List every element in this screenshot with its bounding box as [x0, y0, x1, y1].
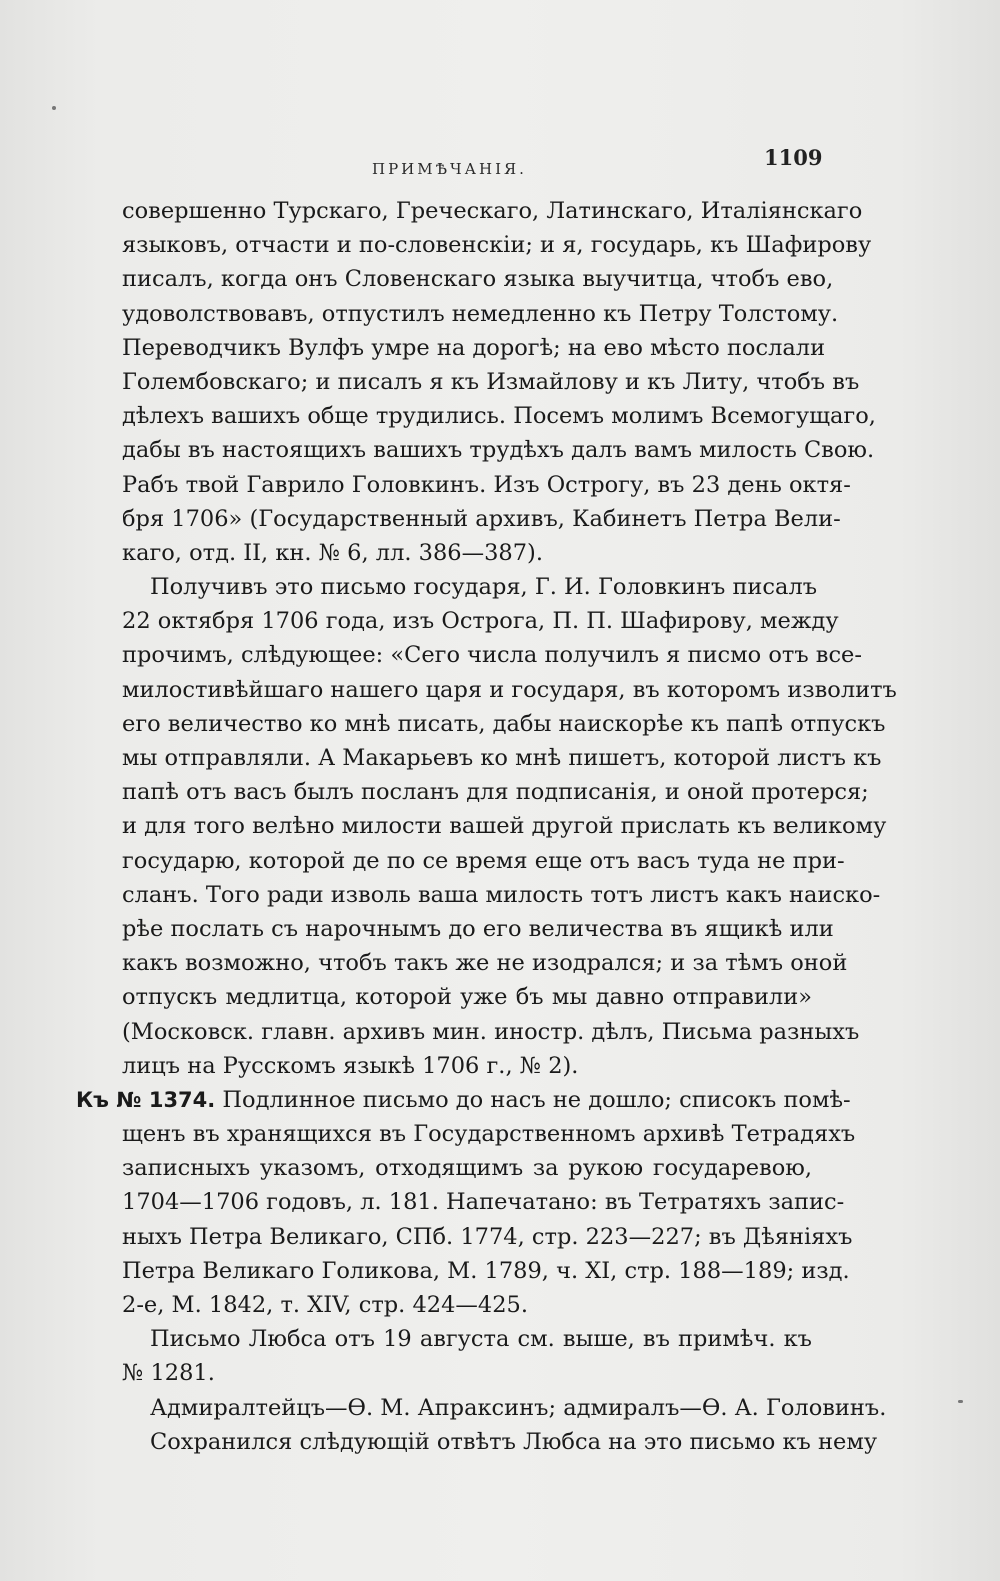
- page-number: 1109: [764, 145, 823, 170]
- text-line: № 1281.: [122, 1360, 215, 1387]
- running-head: ПРИМѢЧАНІЯ.: [372, 160, 527, 178]
- text-line: записныхъ указомъ, отходящимъ за рукою государевою,: [122, 1155, 812, 1182]
- text-line: 2-е, М. 1842, т. XIV, стр. 424—425.: [122, 1292, 529, 1318]
- text-line: Переводчикъ Вулфъ умре на дорогѣ; на ево мѣсто послали: [122, 334, 826, 361]
- text-line: Подлинное письмо до насъ не дошло; списокъ помѣ-: [222, 1086, 851, 1113]
- text-line: каго, отд. II, кн. № 6, лл. 386—387).: [122, 539, 543, 566]
- text-line: писалъ, когда онъ Словенскаго языка выучитца, чтобъ ево,: [122, 266, 834, 293]
- text-line: Рабъ твой Гаврило Головкинъ. Изъ Острогу, въ 23 день октя-: [122, 471, 851, 498]
- text-line: папѣ отъ васъ былъ посланъ для подписанія, и оной протерся;: [122, 779, 869, 806]
- text-line: отпускъ медлитца, которой уже бъ мы давно отправили»: [122, 984, 812, 1011]
- text-line: Получивъ это письмо государя, Г. И. Головкинъ писалъ: [150, 574, 818, 601]
- text-line: государю, которой де по се время еще отъ васъ туда не при-: [122, 847, 845, 874]
- body-text: [76, 194, 897, 1459]
- text-line: Сохранился слѣдующій отвѣтъ Любса на это письмо къ нему: [150, 1428, 878, 1455]
- section-number: Къ № 1374.: [76, 1087, 216, 1112]
- text-line: дѣлехъ вашихъ обще трудились. Посемъ молимъ Всемогущаго,: [122, 403, 876, 430]
- text-line: прочимъ, слѣдующее: «Сего числа получилъ я писмо отъ все-: [122, 642, 862, 669]
- text-line: удоволствовавъ, отпустилъ немедленно къ Петру Толстому.: [122, 300, 839, 327]
- text-line: ныхъ Петра Великаго, СПб. 1774, стр. 223—227; въ Дѣяніяхъ: [122, 1223, 853, 1250]
- text-line: его величество ко мнѣ писать, дабы наискорѣе къ папѣ отпускъ: [122, 710, 886, 737]
- text-line: щенъ въ хранящихся въ Государственномъ архивѣ Тетрадяхъ: [122, 1121, 856, 1148]
- section-lead-line: [76, 1083, 851, 1117]
- text-line: языковъ, отчасти и по-словенскіи; и я, государь, къ Шафирову: [122, 232, 872, 259]
- text-line: мы отправляли. А Макарьевъ ко мнѣ пишетъ, которой листъ къ: [122, 745, 882, 771]
- text-line: 1704—1706 годовъ, л. 181. Напечатано: въ Тетратяхъ запис-: [122, 1189, 845, 1216]
- text-line: Письмо Любса отъ 19 августа см. выше, въ примѣч. къ: [150, 1326, 812, 1353]
- text-line: бря 1706» (Государственный архивъ, Кабинетъ Петра Вели-: [122, 505, 841, 532]
- text-line: Адмиралтейцъ—Ѳ. М. Апраксинъ; адмиралъ—Ѳ. А. Головинъ.: [150, 1394, 887, 1421]
- page-speck: [958, 1400, 963, 1403]
- text-line: (Московск. главн. архивъ мин. иностр. дѣлъ, Письма разныхъ: [122, 1018, 860, 1045]
- text-line: рѣе послать съ нарочнымъ до его величества въ ящикѣ или: [122, 915, 834, 942]
- text-line: лицъ на Русскомъ языкѣ 1706 г., № 2).: [122, 1052, 579, 1079]
- page-speck: [52, 106, 56, 110]
- text-line: сланъ. Того ради изволь ваша милость тотъ листъ какъ наиско-: [122, 881, 881, 908]
- text-line: Голембовскаго; и писалъ я къ Измайлову и къ Литу, чтобъ въ: [122, 368, 860, 395]
- text-line: какъ возможно, чтобъ такъ же не изодрался; и за тѣмъ оной: [122, 950, 848, 977]
- text-line: Петра Великаго Голикова, М. 1789, ч. XI, стр. 188—189; изд.: [122, 1257, 850, 1284]
- text-line: совершенно Турскаго, Греческаго, Латинскаго, Италіянскаго: [122, 198, 863, 224]
- text-line: и для того велѣно милости вашей другой прислать къ великому: [122, 813, 887, 840]
- text-line: 22 октября 1706 года, изъ Острога, П. П. Шафирову, между: [122, 608, 839, 635]
- text-line: милостивѣйшаго нашего царя и государя, въ которомъ изволитъ: [122, 676, 897, 703]
- text-line: дабы въ настоящихъ вашихъ трудѣхъ далъ вамъ милость Свою.: [122, 437, 875, 464]
